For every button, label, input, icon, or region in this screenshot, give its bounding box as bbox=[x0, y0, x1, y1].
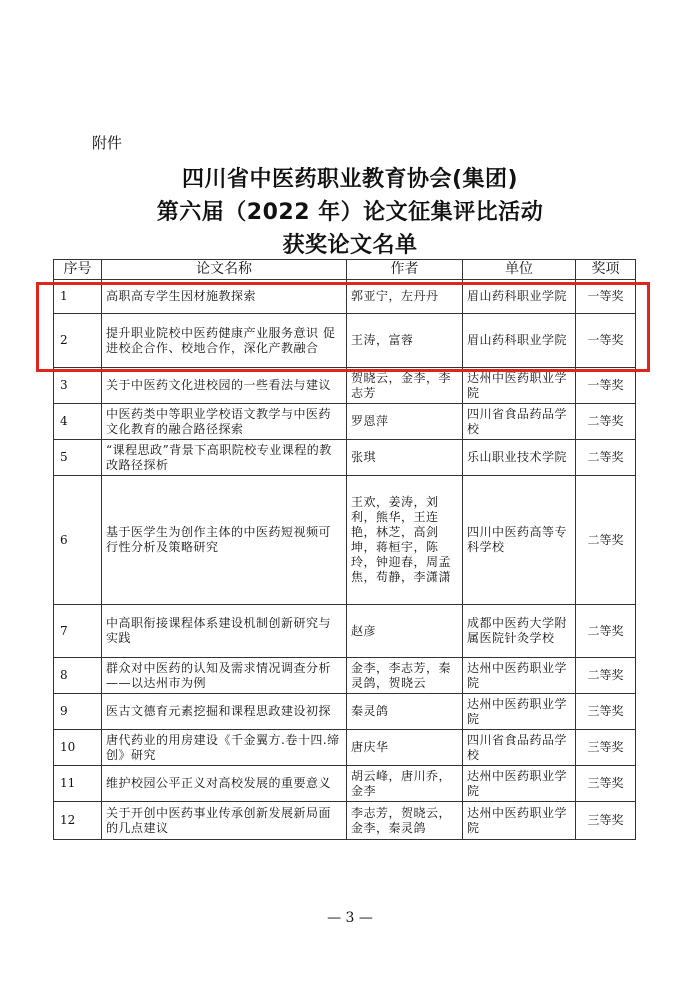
cell-unit: 达州中医药职业学院 bbox=[463, 694, 576, 730]
cell-authors: 郭亚宁，左丹丹 bbox=[347, 280, 463, 314]
cell-title: 关于中医药文化进校园的一些看法与建议 bbox=[102, 368, 347, 404]
cell-award: 二等奖 bbox=[576, 440, 636, 476]
table-row bbox=[54, 802, 636, 840]
highlight-box bbox=[36, 282, 650, 372]
cell-no: 7 bbox=[54, 605, 102, 658]
cell-no: 4 bbox=[54, 404, 102, 440]
cell-title: 医古文德育元素挖掘和课程思政建设初探 bbox=[102, 694, 347, 730]
table-row bbox=[54, 766, 636, 802]
cell-award: 二等奖 bbox=[576, 658, 636, 694]
document-title-line-2: 第六届（2022 年）论文征集评比活动 bbox=[156, 200, 544, 225]
cell-no: 10 bbox=[54, 730, 102, 766]
cell-title: 群众对中医药的认知及需求情况调查分析——以达州市为例 bbox=[102, 658, 347, 694]
table-header-row bbox=[54, 260, 636, 280]
cell-award: 二等奖 bbox=[576, 476, 636, 605]
cell-title: 关于开创中医药事业传承创新发展新局面的几点建议 bbox=[102, 802, 347, 840]
table-row bbox=[54, 368, 636, 404]
cell-no: 12 bbox=[54, 802, 102, 840]
cell-no: 3 bbox=[54, 368, 102, 404]
cell-award: 一等奖 bbox=[576, 368, 636, 404]
cell-title: 维护校园公平正义对高校发展的重要意义 bbox=[102, 766, 347, 802]
cell-unit: 眉山药科职业学院 bbox=[463, 314, 576, 368]
cell-unit: 成都中医药大学附属医院针灸学校 bbox=[463, 605, 576, 658]
table-row bbox=[54, 476, 636, 605]
cell-authors: 贺晓云，金李，李志芳 bbox=[347, 368, 463, 404]
cell-unit: 达州中医药职业学院 bbox=[463, 802, 576, 840]
header-award: 奖项 bbox=[576, 260, 636, 280]
document-title-line-3: 获奖论文名单 bbox=[282, 233, 418, 258]
cell-award: 三等奖 bbox=[576, 730, 636, 766]
cell-authors: 胡云峰，唐川乔，金李 bbox=[347, 766, 463, 802]
cell-unit: 四川省食品药品学校 bbox=[463, 730, 576, 766]
cell-authors: 王涛，富蓉 bbox=[347, 314, 463, 368]
cell-no: 2 bbox=[54, 314, 102, 368]
cell-title: 提升职业院校中医药健康产业服务意识 促进校企合作、校地合作，深化产教融合 bbox=[102, 314, 347, 368]
cell-no: 11 bbox=[54, 766, 102, 802]
cell-no: 6 bbox=[54, 476, 102, 605]
cell-title: 高职高专学生因材施教探索 bbox=[102, 280, 347, 314]
cell-no: 8 bbox=[54, 658, 102, 694]
attachment-label: 附件 bbox=[92, 134, 123, 152]
cell-award: 三等奖 bbox=[576, 766, 636, 802]
header-no: 序号 bbox=[54, 260, 102, 280]
cell-award: 一等奖 bbox=[576, 280, 636, 314]
cell-unit: 达州中医药职业学院 bbox=[463, 658, 576, 694]
cell-award: 三等奖 bbox=[576, 802, 636, 840]
table-row bbox=[54, 605, 636, 658]
document-title-line-1: 四川省中医药职业教育协会(集团) bbox=[181, 167, 519, 192]
cell-no: 1 bbox=[54, 280, 102, 314]
cell-authors: 王欢，姜涛，刘利，熊华，王连艳，林芝，高剑坤，蒋桓宇，陈玲，钟迎春，周孟焦，苟静，李潇潇 bbox=[347, 476, 463, 605]
cell-authors: 秦灵鸽 bbox=[347, 694, 463, 730]
cell-unit: 达州中医药职业学院 bbox=[463, 368, 576, 404]
cell-no: 9 bbox=[54, 694, 102, 730]
table-row bbox=[54, 658, 636, 694]
cell-award: 一等奖 bbox=[576, 314, 636, 368]
table-row bbox=[54, 440, 636, 476]
cell-title: 唐代药业的用房建设《千金翼方.卷十四.缔创》研究 bbox=[102, 730, 347, 766]
cell-authors: 唐庆华 bbox=[347, 730, 463, 766]
cell-authors: 李志芳，贺晓云，金李，秦灵鸽 bbox=[347, 802, 463, 840]
cell-award: 二等奖 bbox=[576, 404, 636, 440]
cell-unit: 眉山药科职业学院 bbox=[463, 280, 576, 314]
header-unit: 单位 bbox=[463, 260, 576, 280]
cell-title: 中高职衔接课程体系建设机制创新研究与实践 bbox=[102, 605, 347, 658]
cell-authors: 罗恩萍 bbox=[347, 404, 463, 440]
cell-unit: 达州中医药职业学院 bbox=[463, 766, 576, 802]
cell-award: 三等奖 bbox=[576, 694, 636, 730]
cell-unit: 四川省食品药品学校 bbox=[463, 404, 576, 440]
header-title: 论文名称 bbox=[102, 260, 347, 280]
cell-title: 基于医学生为创作主体的中医药短视频可行性分析及策略研究 bbox=[102, 476, 347, 605]
table-row bbox=[54, 730, 636, 766]
page-number: — 3 — bbox=[327, 910, 373, 926]
header-authors: 作者 bbox=[347, 260, 463, 280]
cell-unit: 乐山职业技术学院 bbox=[463, 440, 576, 476]
cell-authors: 金李，李志芳，秦灵鸽，贺晓云 bbox=[347, 658, 463, 694]
cell-authors: 赵彦 bbox=[347, 605, 463, 658]
cell-award: 二等奖 bbox=[576, 605, 636, 658]
table-row bbox=[54, 694, 636, 730]
cell-no: 5 bbox=[54, 440, 102, 476]
cell-title: 中医药类中等职业学校语文教学与中医药文化教育的融合路径探索 bbox=[102, 404, 347, 440]
cell-title: “课程思政”背景下高职院校专业课程的教改路径探析 bbox=[102, 440, 347, 476]
cell-authors: 张琪 bbox=[347, 440, 463, 476]
cell-unit: 四川中医药高等专科学校 bbox=[463, 476, 576, 605]
table-row bbox=[54, 404, 636, 440]
